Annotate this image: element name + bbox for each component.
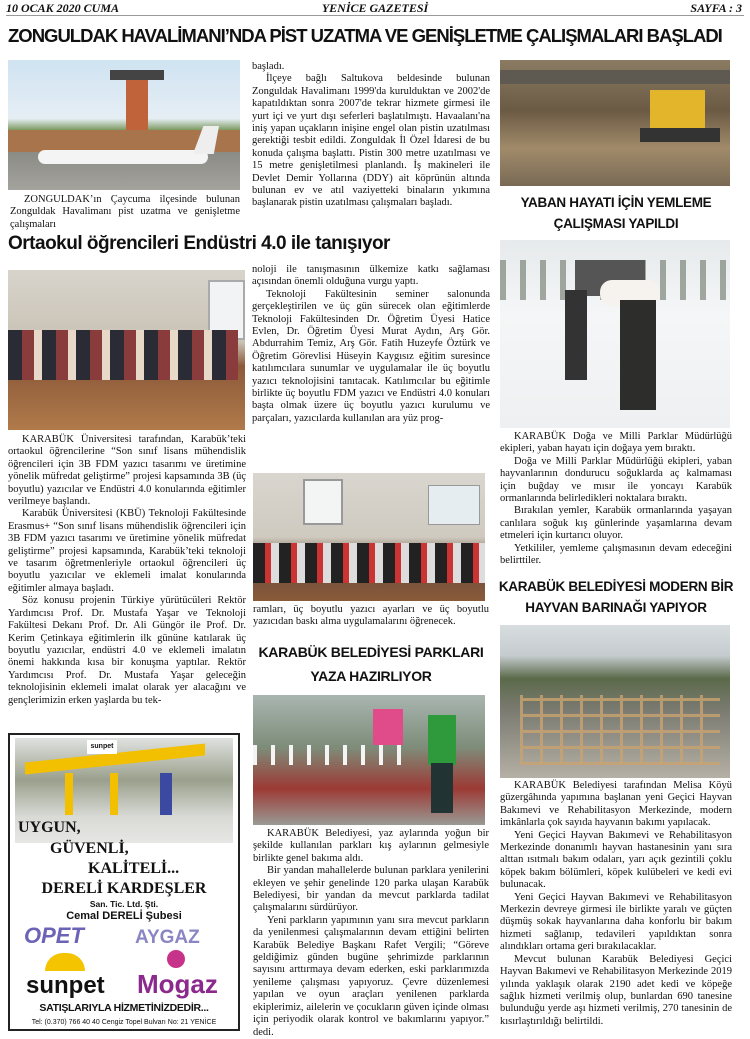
ad-branch: Cemal DERELİ Şubesi — [66, 910, 182, 922]
headline-airport: ZONGULDAK HAVALİMANI’NDA PİST UZATMA VE GENİŞLETME ÇALIŞMALARI BAŞLADI — [8, 25, 722, 46]
ad-contact: Tel: (0.370) 766 40 40 Cengiz Topel Bulvarı No: 21 YENİCE — [31, 1019, 217, 1026]
industry40-body-col2: noloji ile tanışmasının ülkemize katkı sağlaması açısından önemli olduğuna vurgu yaptı. Teknoloji Fakültesinin seminer salonunda gerçekleştirilen ve üç gün sürecek olan eğitimlerde Teknoloji Fakültesinden Dr. Öğretim Üyesi Hatice Evlen, Dr. Öğretim Üyesi Murat Aydın, Arş Gör. Abdurrahim Temiz, Arş Gör. Fatih Huzeyfe Öztürk ve Öğretim Görevlisi Hüseyin Kaygısız eğitim suresince katılımcılara sunumlar ve uygulamalar ile üç boyutlu yazıcı teknolojisini tanıtacak. Katılımcılar bu eğitimle birlikte üç boyutlu FDM yazıcı ve Endüstri 4.0 konuları başta olmak üzere üç boyutlu yazıcı kurulumu ve parçaları, yazıcılarda kullanılan ara yüz prog- — [252, 264, 490, 424]
wildlife-feeding-photo — [500, 240, 730, 428]
classroom-photo — [8, 270, 245, 430]
industry40-body-col2b: ramları, üç boyutlu yazıcı ayarları ve üç boyutlu yazıcıdan baskı alma uygulamalarını öğrenecek. — [253, 604, 489, 628]
park-photo — [253, 695, 485, 825]
headline-parks: KARABÜK BELEDİYESİ PARKLARI YAZA HAZIRLIYOR — [258, 644, 484, 684]
mogaz-logo: Mogaz — [137, 969, 218, 999]
shelter-article-body: KARABÜK Belediyesi tarafından Melisa Köyü güzergâhında yapımına başlanan yeni Geçici Hayvan Bakımevi ve Rehabilitasyon Merkezinde, modern imkânlarla çok sayıda hayvanın bakımı yapılacak. Yeni Geçici Hayvan Bakımevi ve Rehabilitasyon Merkezinde donanımlı hayvan hastanesinin yanı sıra alttan ısıtmalı bakım odaları, yarı açık gezintili çoklu köpek bakım bölümleri, köpek kulübeleri ve kedi evi bulunacak. Yeni Geçici Hayvan Bakımevi ve Rehabilitasyon Merkezin devreye girmesi ile birlikte yaralı ve güçten düşmüş sokak hayvanlarına daha konforlu bir bakım hizmeti sağlanıp, tedavileri yapıldıktan sonra alındıkları ortama geri bırakılacaklar. Mevcut bulunan Karabük Belediyesi Geçici Hayvan Bakımevi ve Rehabilitasyon Merkezinde 2019 yılında yaklaşık olarak 2190 adet kedi ve köpeğe sağlık hizmeti verilmiş olup, bunlardan 690 tanesine bulunduğu yerde aşı hizmeti verilmiş, 270 tanesinin de kısırlaştırıldığı belirtildi. — [500, 780, 732, 1027]
aygaz-logo: AYGAZ — [135, 927, 200, 948]
seminar-photo — [253, 473, 485, 601]
ad-slogan: SATIŞLARIYLA HİZMETİNİZDEDİR... — [39, 1002, 209, 1014]
airport-photo — [8, 60, 240, 190]
airport-article-body: başladı. İlçeye bağlı Saltukova beldesinde bulunan Zonguldak Havalimanı 1999'da kurulduktan ve 2002'de kapatıldıktan sonra 2007'de tekrar hizmete girmesi ile yurt içi ve yurt dışı seferleri başlatılmıştı. Havaalanı'na iniş yapan uçakların inişine engel olan pistin uzatılması gerektiği tesbit edildi. Zonguldak İl Özel İdaresi de bu konuda çalışma başlattı. Pistin 300 metre uzatılması ve 15 metre genişletilmesi planlandı. İş makineleri ile Devlet Demir Yollarına (DDY) ait köprünün altında bulunan ev ve atıl vaziyetteki binaların yıkımına başlanarak pistin uzatılması çalışmaları başladı. — [252, 61, 490, 209]
ad-line-uygun: UYGUN, — [18, 819, 81, 836]
sunpet-logo: sunpet — [26, 972, 105, 999]
headline-wildlife: YABAN HAYATI İÇİN YEMLEME ÇALIŞMASI YAPILDI — [520, 195, 712, 231]
ad-line-guvenli: GÜVENLİ, — [50, 840, 129, 857]
sun-icon — [45, 953, 85, 971]
headline-animal-shelter: KARABÜK BELEDİYESİ MODERN BİR HAYVAN BARINAĞI YAPIYOR — [498, 579, 734, 615]
industry40-body-col1: KARABÜK Üniversitesi tarafından, Karabük’teki ortaokul öğrencilerine “Son sınıf lisans mühendislik öğrencileri için 3B FDM yazıcı tasarımı ve üretimine yönelik müfredat geliştirme” projesi kapsamında 3B (üç boyutlu) yazıcılar ve Endüstri 4.0 konularında eğitimler verilmeye başlandı. Karabük Üniversitesi (KBÜ) Teknoloji Fakültesinde Erasmus+ “Son sınıf lisans mühendislik öğrencileri için 3B FDM yazıcı tasarımı ve üretimine yönelik müfredat geliştirme” projesi kapsamında, Karabük’teki teknoloji ve tasarım öğretmenleriyle ortaokul öğrencileri üç boyutlu yazıcılar ve eklemeli imalat konularında eğitimler almaya başladı. Söz konusu projenin Türkiye yürütücüleri Rektör Yardımcısı Prof. Dr. Mustafa Yaşar ve Teknoloji Fakültesi Dekanı Prof. Dr. Ali Güngör ile Prof. Dr. Kerim Çetinkaya eğitimlerin ilk gününe katılarak üç boyutlu yazıcılar, endüstri 4.0 ve eklemeli imalatın önemi hakkında kısa bir konuşma yaptılar. Rektör Yardımcısı Prof. Dr. Mustafa Yaşar geleceğin teknolojisinin eklemeli imalat olarak yer alacağını ve gençlerimizin erken yaşlarda bu tek- — [8, 434, 246, 706]
page-number: SAYFA : 3 — [690, 1, 742, 15]
headline-industry40: Ortaokul öğrencileri Endüstri 4.0 ile tanışıyor — [8, 233, 390, 254]
wildlife-article-body: KARABÜK Doğa ve Milli Parklar Müdürlüğü ekipleri, yaban hayatı için doğaya yem bıraktı. Doğa ve Milli Parklar Müdürlüğü ekipleri, yaban hayvanlarının dondurucu soğuklarda aç kalmaması için buğday ve mısır ile yoncayı Karabük ormanlarında belirledikleri noktalara bıraktı. Bırakılan yemler, Karabük ormanlarında yaşayan canlılara soğuk kış günlerinde yaşamlarına devam etmeleri için kurtarıcı oluyor. Yetkililer, yemleme çalışmasının devam edeceğini belirttiler. — [500, 431, 732, 567]
opet-logo: OPET — [24, 923, 84, 948]
newspaper-name: YENİCE GAZETESİ — [321, 1, 429, 15]
parks-article-body: KARABÜK Belediyesi, yaz aylarında yoğun bir şekilde kullanılan parkları kış aylarının gelmesiyle birlikte genel bakıma aldı. Bir yandan mahallelerde bulunan parklara yenilerini ekleyen ve şehir genelinde 120 parka ulaşan Karabük Belediyesi, bir yandan da mevcut parklarda tadilat çalışmalarını sürdürüyor. Yeni parkların yapımının yanı sıra mevcut parkların da yenilenmesi çalışmalarının devam ettiğini belirten Karabük Belediye Başkanı Rafet Vergili; “Göreve geldiğimiz günden bugüne şehrimizde parklarının sayısını arttırmaya devam ederken, eski parklarımızda yenileme çalışması yapıyoruz. Çevre düzenlemesi yapılan ve oyun araçları yenilenen parklarda ekiplerimiz, ailelerin ve çocukların güven içinde olması için periyodik olarak kontrol ve bakımlarını yapıyor.” dedi. — [253, 828, 489, 1038]
excavator-photo — [500, 60, 730, 186]
ad-company: DERELİ KARDEŞLER — [41, 880, 207, 897]
mogaz-mascot-icon — [167, 950, 185, 968]
ad-company-type: San. Tic. Ltd. Şti. — [89, 899, 159, 909]
fuel-station-advertisement — [8, 733, 240, 1031]
divider — [6, 15, 744, 16]
airport-caption: ZONGULDAK’ın Çaycuma ilçesinde bulunan Zonguldak Havalimanı pist uzatma ve genişletme çalışmaları — [10, 194, 240, 230]
station-logo: sunpet — [87, 740, 117, 754]
ad-line-kaliteli: KALİTELİ... — [88, 860, 180, 877]
issue-date: 10 OCAK 2020 CUMA — [6, 1, 120, 15]
shelter-construction-photo — [500, 625, 730, 778]
